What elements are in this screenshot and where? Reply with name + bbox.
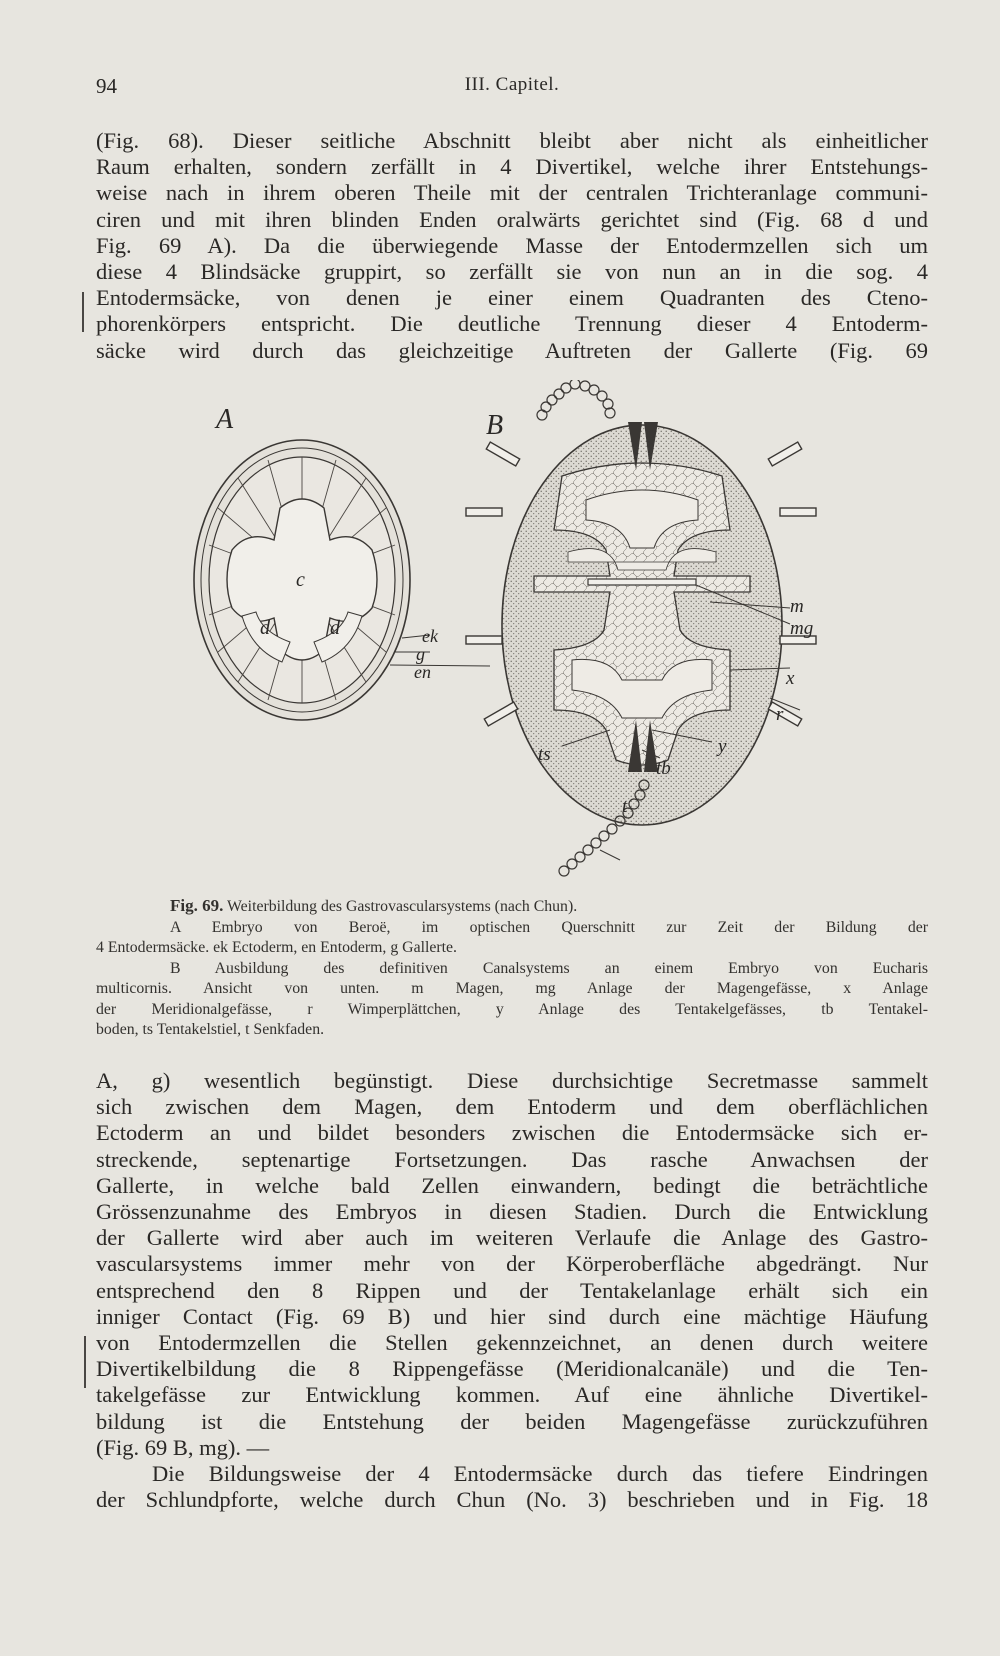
caption-line-2: A Embryo von Beroë, im optischen Querschnitt zur Zeit der Bildung der [170,918,928,936]
text-line: von Entodermzellen die Stellen gekennzeichnet, an denen durch weitere [96,1330,928,1356]
caption-line-4: B Ausbildung des definitiven Canalsystems an einem Embryo von Eucharis [170,959,928,977]
margin-pencil-mark [84,1336,86,1388]
label-B-mg: mg [790,618,814,639]
text-line: ciren und mit ihren blinden Enden oralwärts gerichtet sind (Fig. 68 d und [96,206,928,232]
label-B-y: y [718,736,727,757]
text-line: diese 4 Blindsäcke gruppirt, so zerfällt sie von nun an in die sog. 4 [96,259,928,285]
figure-69 [190,380,930,890]
caption-text-1: Weiterbildung des Gastrovascularsystems (nach Chun). [227,898,578,915]
margin-pencil-mark [82,292,84,332]
panel-B-embryo [466,380,816,876]
label-B-t: t [622,796,628,817]
text-line: streckende, septenartige Fortsetzungen. Das rasche Anwachsen der [96,1146,928,1172]
text-line: bildung ist die Entstehung der beiden Magengefässe zurückzuführen [96,1408,928,1434]
label-B-x: x [786,668,795,689]
label-A-g: g [416,644,425,664]
text-line: Entodermsäcke, von denen je einer einem Quadranten des Cteno- [96,285,928,311]
panel-label-A: A [216,404,234,435]
text-line: (Fig. 69 B, mg). — [96,1434,270,1460]
text-line: vascularsystems immer mehr von der Körperoberfläche abgedrängt. Nur [96,1251,928,1277]
text-line: (Fig. 68). Dieser seitliche Abschnitt bleibt aber nicht als einheitlicher [96,128,928,153]
text-line: Fig. 69 A). Da die überwiegende Masse der Entodermzellen sich um [96,232,928,258]
text-line: Grössenzunahme des Embryos in diesen Stadien. Durch die Entwicklung [96,1199,928,1225]
figure-caption [96,896,928,1041]
text-line: phorenkörpers entspricht. Die deutliche Trennung dieser 4 Entoderm- [96,311,928,337]
text-line: Gallerte, in welche bald Zellen einwandern, bedingt die beträchtliche [96,1172,928,1198]
text-line: A, g) wesentlich begünstigt. Diese durchsichtige Secretmasse sammelt [96,1068,928,1093]
caption-line-1 [96,896,928,918]
text-line: Ectoderm an und bildet besonders zwischen die Entodermsäcke sich er- [96,1120,928,1146]
tentacle-top [537,380,615,420]
label-B-ts: ts [538,744,551,765]
figure-number: Fig. 69. [170,896,224,915]
text-line: der Schlundpforte, welche durch Chun (No. 3) beschrieben und in Fig. 18 [96,1487,928,1513]
label-B-tb: tb [656,758,671,779]
paragraph-1 [96,128,928,364]
running-title: III. Capitel. [464,74,560,95]
figure-69-drawing [190,380,930,890]
text-line: der Gallerte wird aber auch im weiteren Verlaufe die Anlage des Gastro- [96,1225,928,1251]
label-A-en: en [414,662,431,682]
label-A-d-right: d [330,617,340,639]
label-A-c: c [296,569,305,591]
label-B-r: r [776,704,784,725]
caption-line-7: boden, ts Tentakelstiel, t Senkfaden. [96,1021,325,1038]
text-line: weise nach in ihrem oberen Theile mit der centralen Trichteranlage communi- [96,180,928,206]
text-line: Raum erhalten, sondern zerfällt in 4 Divertikel, welche ihrer Entstehungs- [96,154,928,180]
text-line: entsprechend den 8 Rippen und der Tentakelanlage erhält sich ein [96,1277,928,1303]
text-line: Divertikelbildung die 8 Rippengefässe (Meridionalcanäle) und die Ten- [96,1356,928,1382]
text-line: sich zwischen dem Magen, dem Entoderm und dem oberflächlichen [96,1094,928,1120]
label-B-m: m [790,596,804,617]
panel-label-B: B [486,410,504,441]
paragraph-2 [96,1068,928,1513]
caption-line-3: 4 Entodermsäcke. ek Ectoderm, en Entoderm, g Gallerte. [96,939,457,956]
page-number: 94 [96,74,117,98]
caption-line-6: der Meridionalgefässe, r Wimperplättchen, y Anlage des Tentakelgefässes, tb Tentakel- [96,1000,928,1018]
caption-line-5: multicornis. Ansicht von unten. m Magen, mg Anlage der Magengefässe, x Anlage [96,980,928,997]
text-line: inniger Contact (Fig. 69 B) und hier sind durch eine mächtige Häufung [96,1303,928,1329]
label-A-d-left: d [260,617,270,639]
label-A-ek: ek [422,626,438,646]
text-line: takelgefässe zur Entwicklung kommen. Auf eine ähnliche Divertikel- [96,1382,928,1408]
text-line: säcke wird durch das gleichzeitige Auftreten der Gallerte (Fig. 69 [96,337,928,363]
running-header [96,74,928,110]
text-line: Die Bildungsweise der 4 Entodermsäcke durch das tiefere Eindringen [152,1461,928,1487]
